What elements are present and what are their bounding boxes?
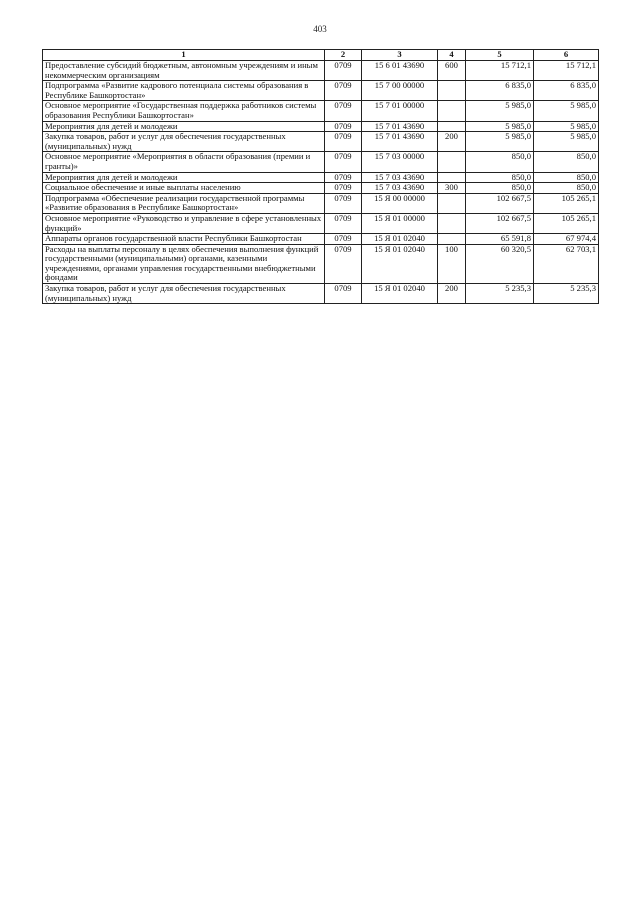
column-header-6: 6 xyxy=(534,50,599,61)
row-expense-type-cell: 200 xyxy=(438,132,466,152)
row-name-cell: Основное мероприятие «Государственная поддержка работников системы образования Республики Башкортостан» xyxy=(43,101,325,121)
row-target-article-cell: 15 Я 01 02040 xyxy=(362,234,438,245)
row-name-cell: Аппараты органов государственной власти Республики Башкортостан xyxy=(43,234,325,245)
row-amount-2-cell: 67 974,4 xyxy=(534,234,599,245)
row-target-article-cell: 15 7 01 43690 xyxy=(362,121,438,132)
table-row xyxy=(43,132,599,152)
row-target-article-cell: 15 6 01 43690 xyxy=(362,61,438,81)
column-header-1: 1 xyxy=(43,50,325,61)
row-target-article-cell: 15 Я 01 02040 xyxy=(362,244,438,283)
row-section-cell: 0709 xyxy=(325,172,362,183)
row-amount-2-cell: 850,0 xyxy=(534,172,599,183)
row-amount-2-cell: 5 985,0 xyxy=(534,121,599,132)
row-amount-2-cell: 850,0 xyxy=(534,183,599,194)
row-amount-1-cell: 6 835,0 xyxy=(466,81,534,101)
table-row xyxy=(43,61,599,81)
row-amount-2-cell: 850,0 xyxy=(534,152,599,172)
row-target-article-cell: 15 7 01 43690 xyxy=(362,132,438,152)
row-target-article-cell: 15 Я 01 02040 xyxy=(362,284,438,304)
row-section-cell: 0709 xyxy=(325,81,362,101)
row-section-cell: 0709 xyxy=(325,244,362,283)
table-row xyxy=(43,101,599,121)
budget-table xyxy=(42,49,599,304)
row-expense-type-cell xyxy=(438,213,466,233)
table-row xyxy=(43,234,599,245)
table-row xyxy=(43,244,599,283)
column-header-5: 5 xyxy=(466,50,534,61)
row-expense-type-cell xyxy=(438,234,466,245)
row-section-cell: 0709 xyxy=(325,284,362,304)
row-section-cell: 0709 xyxy=(325,61,362,81)
row-amount-1-cell: 5 235,3 xyxy=(466,284,534,304)
row-amount-1-cell: 5 985,0 xyxy=(466,132,534,152)
table-row xyxy=(43,193,599,213)
row-expense-type-cell: 300 xyxy=(438,183,466,194)
row-amount-2-cell: 105 265,1 xyxy=(534,193,599,213)
row-amount-2-cell: 15 712,1 xyxy=(534,61,599,81)
row-amount-1-cell: 5 985,0 xyxy=(466,101,534,121)
row-name-cell: Основное мероприятие «Руководство и управление в сфере установленных функций» xyxy=(43,213,325,233)
row-section-cell: 0709 xyxy=(325,183,362,194)
row-expense-type-cell xyxy=(438,172,466,183)
row-name-cell: Закупка товаров, работ и услуг для обеспечения государственных (муниципальных) нужд xyxy=(43,132,325,152)
row-expense-type-cell: 600 xyxy=(438,61,466,81)
row-amount-2-cell: 5 985,0 xyxy=(534,101,599,121)
table-row xyxy=(43,81,599,101)
row-target-article-cell: 15 7 03 00000 xyxy=(362,152,438,172)
row-amount-1-cell: 102 667,5 xyxy=(466,213,534,233)
row-expense-type-cell xyxy=(438,193,466,213)
row-target-article-cell: 15 Я 01 00000 xyxy=(362,213,438,233)
row-expense-type-cell: 100 xyxy=(438,244,466,283)
table-row xyxy=(43,152,599,172)
row-section-cell: 0709 xyxy=(325,152,362,172)
row-expense-type-cell xyxy=(438,81,466,101)
table-header-row xyxy=(43,50,599,61)
table-row xyxy=(43,284,599,304)
row-amount-2-cell: 5 235,3 xyxy=(534,284,599,304)
page-number: 403 xyxy=(313,24,327,34)
row-amount-2-cell: 6 835,0 xyxy=(534,81,599,101)
row-name-cell: Мероприятия для детей и молодежи xyxy=(43,121,325,132)
row-expense-type-cell xyxy=(438,152,466,172)
column-header-4: 4 xyxy=(438,50,466,61)
row-section-cell: 0709 xyxy=(325,193,362,213)
row-section-cell: 0709 xyxy=(325,132,362,152)
row-name-cell: Основное мероприятие «Мероприятия в области образования (премии и гранты)» xyxy=(43,152,325,172)
row-name-cell: Расходы на выплаты персоналу в целях обеспечения выполнения функций государственными (муниципальными) органами, казенными учреждениями, органами управления государственными внебюджетными фондами xyxy=(43,244,325,283)
table-row xyxy=(43,172,599,183)
row-amount-1-cell: 65 591,8 xyxy=(466,234,534,245)
row-target-article-cell: 15 7 03 43690 xyxy=(362,172,438,183)
row-expense-type-cell xyxy=(438,121,466,132)
row-name-cell: Закупка товаров, работ и услуг для обеспечения государственных (муниципальных) нужд xyxy=(43,284,325,304)
row-section-cell: 0709 xyxy=(325,121,362,132)
row-amount-2-cell: 5 985,0 xyxy=(534,132,599,152)
row-amount-1-cell: 850,0 xyxy=(466,152,534,172)
row-amount-1-cell: 15 712,1 xyxy=(466,61,534,81)
row-section-cell: 0709 xyxy=(325,213,362,233)
table-row xyxy=(43,213,599,233)
table-row xyxy=(43,121,599,132)
row-name-cell: Предоставление субсидий бюджетным, автономным учреждениям и иным некоммерческим организациям xyxy=(43,61,325,81)
row-name-cell: Подпрограмма «Развитие кадрового потенциала системы образования в Республике Башкортостан» xyxy=(43,81,325,101)
row-name-cell: Социальное обеспечение и иные выплаты населению xyxy=(43,183,325,194)
row-amount-2-cell: 105 265,1 xyxy=(534,213,599,233)
column-header-3: 3 xyxy=(362,50,438,61)
row-amount-1-cell: 5 985,0 xyxy=(466,121,534,132)
row-amount-1-cell: 60 320,5 xyxy=(466,244,534,283)
row-section-cell: 0709 xyxy=(325,101,362,121)
row-amount-1-cell: 102 667,5 xyxy=(466,193,534,213)
row-amount-1-cell: 850,0 xyxy=(466,183,534,194)
table-row xyxy=(43,183,599,194)
row-target-article-cell: 15 7 01 00000 xyxy=(362,101,438,121)
row-amount-1-cell: 850,0 xyxy=(466,172,534,183)
row-expense-type-cell: 200 xyxy=(438,284,466,304)
row-name-cell: Мероприятия для детей и молодежи xyxy=(43,172,325,183)
row-expense-type-cell xyxy=(438,101,466,121)
row-target-article-cell: 15 7 00 00000 xyxy=(362,81,438,101)
row-amount-2-cell: 62 703,1 xyxy=(534,244,599,283)
column-header-2: 2 xyxy=(325,50,362,61)
row-section-cell: 0709 xyxy=(325,234,362,245)
row-target-article-cell: 15 7 03 43690 xyxy=(362,183,438,194)
row-name-cell: Подпрограмма «Обеспечение реализации государственной программы «Развитие образования в Республике Башкортостан» xyxy=(43,193,325,213)
row-target-article-cell: 15 Я 00 00000 xyxy=(362,193,438,213)
